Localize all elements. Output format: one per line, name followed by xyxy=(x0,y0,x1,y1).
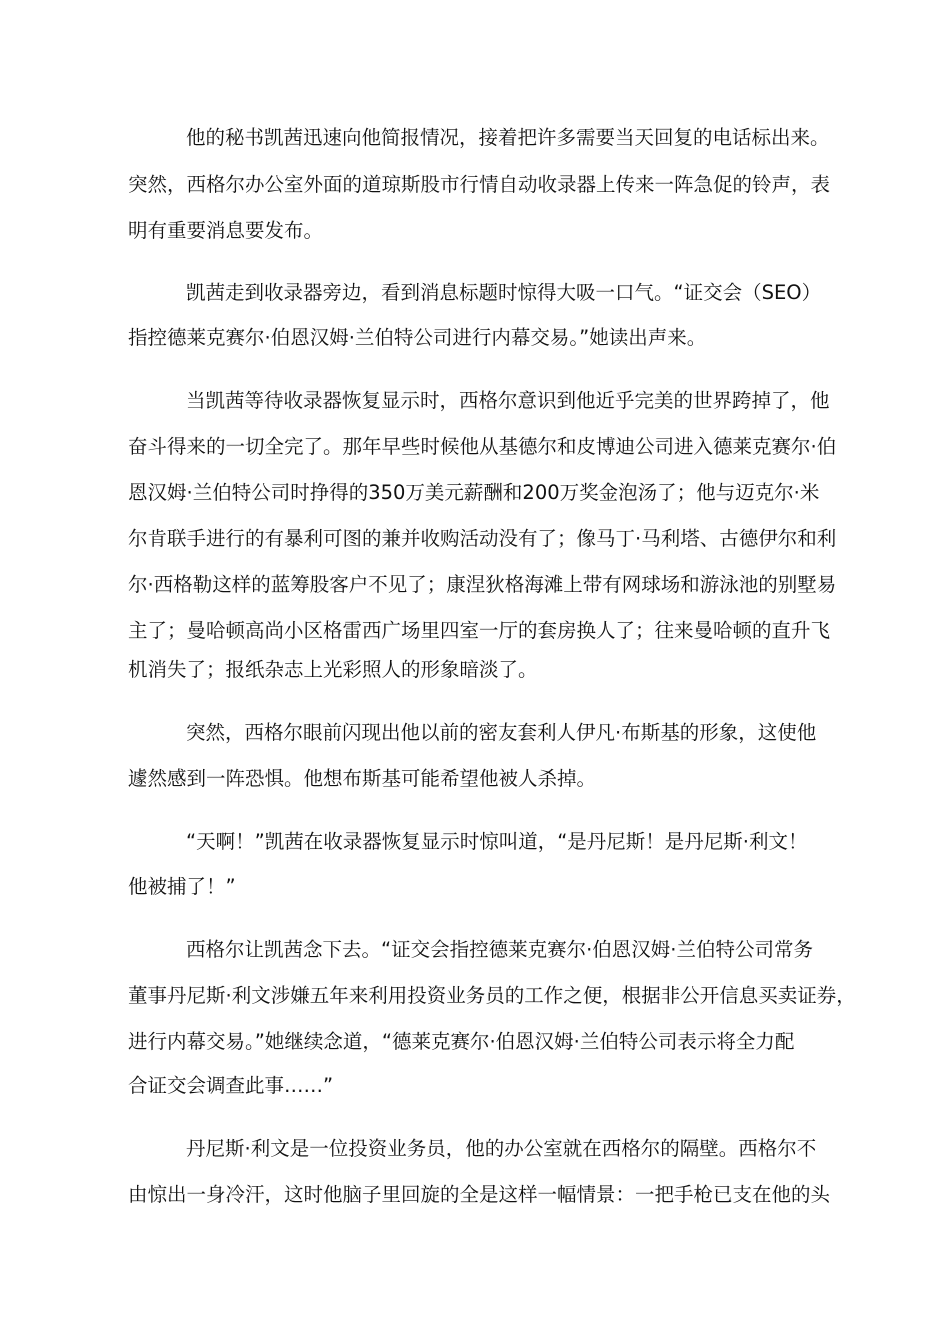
paragraph-4-line-2: 遽然感到一阵恐惧。他想布斯基可能希望他被人杀掉。 xyxy=(128,767,597,790)
paragraph-5-line-1: “天啊！”凯茜在收录器恢复显示时惊叫道，“是丹尼斯！是丹尼斯·利文！ xyxy=(186,830,808,853)
paragraph-6-line-1: 西格尔让凯茜念下去。“证交会指控德莱克赛尔·伯恩汉姆·兰伯特公司常务 xyxy=(186,938,813,961)
paragraph-3-line-4: 尔肯联手进行的有暴利可图的兼并收购活动没有了；像马丁·马利塔、古德伊尔和利 xyxy=(128,527,837,550)
paragraph-7-line-1: 丹尼斯·利文是一位投资业务员，他的办公室就在西格尔的隔壁。西格尔不 xyxy=(186,1137,817,1160)
paragraph-1-line-2: 突然，西格尔办公室外面的道琼斯股市行情自动收录器上传来一阵急促的铃声，表 xyxy=(128,173,831,196)
paragraph-3-line-5: 尔·西格勒这样的蓝筹股客户不见了；康涅狄格海滩上带有网球场和游泳池的别墅易 xyxy=(128,573,837,596)
paragraph-4-line-1: 突然，西格尔眼前闪现出他以前的密友套利人伊凡·布斯基的形象，这使他 xyxy=(186,721,817,744)
paragraph-3-line-2: 奋斗得来的一切全完了。那年早些时候他从基德尔和皮博迪公司进入德莱克赛尔·伯 xyxy=(128,435,837,458)
paragraph-3-line-7: 机消失了；报纸杂志上光彩照人的形象暗淡了。 xyxy=(128,658,538,681)
paragraph-5-line-2: 他被捕了！” xyxy=(128,875,236,898)
paragraph-2-line-1: 凯茜走到收录器旁边，看到消息标题时惊得大吸一口气。“证交会（SEO） xyxy=(186,281,822,304)
paragraph-7-line-2: 由惊出一身冷汗，这时他脑子里回旋的全是这样一幅情景：一把手枪已支在他的头 xyxy=(128,1183,831,1206)
paragraph-6-line-3: 进行内幕交易。”她继续念道，“德莱克赛尔·伯恩汉姆·兰伯特公司表示将全力配 xyxy=(128,1030,795,1053)
paragraph-3-line-3: 恩汉姆·兰伯特公司时挣得的350万美元薪酬和200万奖金泡汤了；他与迈克尔·米 xyxy=(128,481,820,504)
paragraph-6-line-2: 董事丹尼斯·利文涉嫌五年来利用投资业务员的工作之便，根据非公开信息买卖证券， xyxy=(128,984,856,1007)
paragraph-6-line-4: 合证交会调查此事……” xyxy=(128,1074,334,1097)
paragraph-3-line-6: 主了；曼哈顿高尚小区格雷西广场里四室一厅的套房换人了；往来曼哈顿的直升飞 xyxy=(128,619,831,642)
paragraph-3-line-1: 当凯茜等待收录器恢复显示时，西格尔意识到他近乎完美的世界跨掉了，他 xyxy=(186,389,830,412)
paragraph-2-line-2: 指控德莱克赛尔·伯恩汉姆·兰伯特公司进行内幕交易。”她读出声来。 xyxy=(128,326,707,349)
paragraph-1-line-3: 明有重要消息要发布。 xyxy=(128,219,324,242)
paragraph-1-line-1: 他的秘书凯茜迅速向他简报情况，接着把许多需要当天回复的电话标出来。 xyxy=(186,126,830,149)
